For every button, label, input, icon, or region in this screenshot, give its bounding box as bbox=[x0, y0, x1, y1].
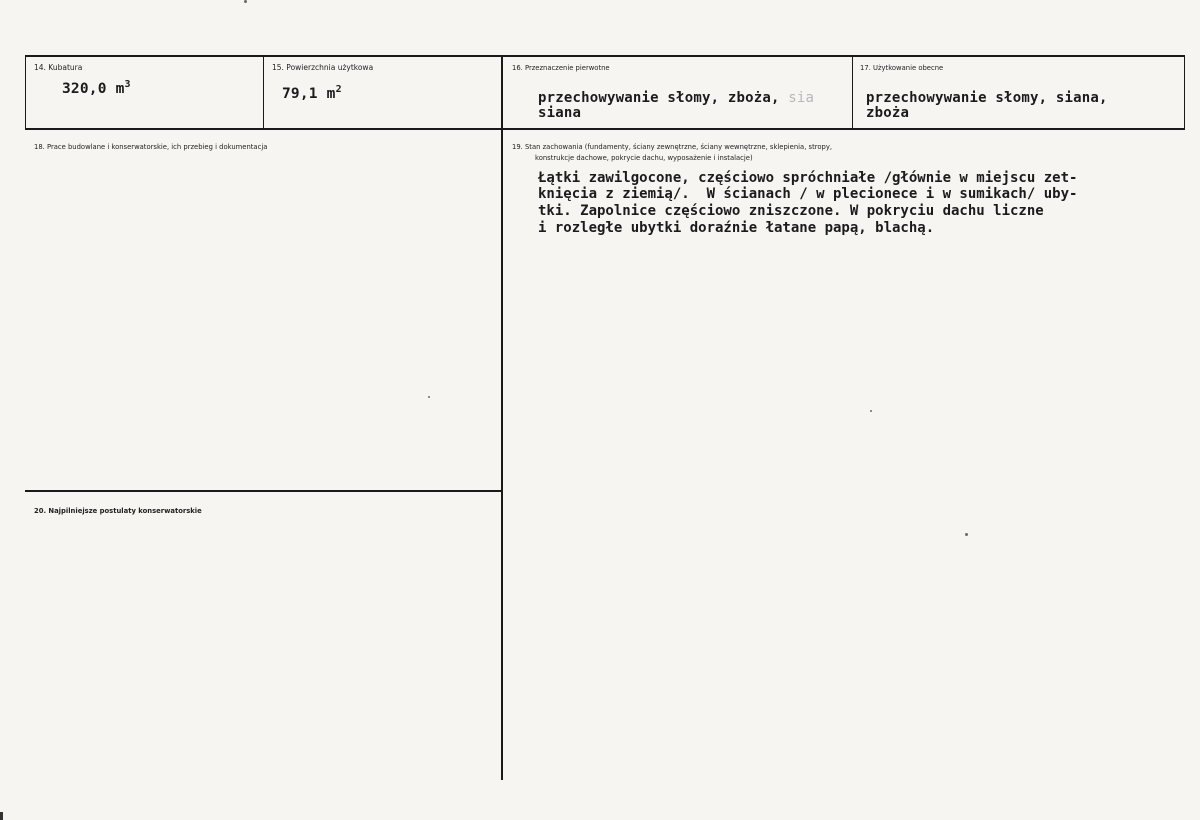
field-17-line-1: przechowywanie słomy, siana, bbox=[866, 90, 1108, 106]
field-14-value bbox=[62, 81, 131, 97]
right-border bbox=[1184, 55, 1185, 130]
field-19-line-1: Łątki zawilgocone, częściowo spróchniałe /głównie w miejscu zet- bbox=[538, 170, 1078, 186]
top-rule bbox=[25, 55, 1185, 57]
field-16-line-2: siana bbox=[538, 105, 582, 121]
field-19-line-3: tki. Zapolnice częściowo zniszczone. W pokryciu dachu liczne bbox=[538, 203, 1044, 219]
scan-speck bbox=[870, 410, 872, 412]
scan-speck bbox=[428, 396, 430, 398]
divider-14-15 bbox=[263, 55, 264, 130]
field-14-unit-exponent: 3 bbox=[124, 79, 131, 91]
field-16-faint-text: sia bbox=[779, 90, 815, 106]
field-14-number: 320,0 m bbox=[62, 81, 125, 97]
field-18-label: 18. Prace budowlane i konserwatorskie, ich przebieg i dokumentacja bbox=[34, 143, 268, 151]
field-19-line-4: i rozległe ubytki doraźnie łatane papą, blachą. bbox=[538, 220, 935, 236]
field-15-unit-exponent: 2 bbox=[335, 84, 342, 96]
field-19-label-line-1: 19. Stan zachowania (fundamenty, ściany zewnętrzne, ściany wewnętrzne, sklepienia, stropy, bbox=[512, 143, 833, 151]
field-16-label: 16. Przeznaczenie pierwotne bbox=[512, 64, 610, 72]
field-17-line-2: zboża bbox=[866, 105, 910, 121]
scan-edge-mark bbox=[0, 812, 3, 820]
field-19-label-line-2: konstrukcje dachowe, pokrycie dachu, wyposażenie i instalacje) bbox=[535, 154, 753, 162]
field20-top-rule bbox=[25, 490, 501, 492]
row1-bottom-rule bbox=[25, 128, 1185, 130]
field-15-number: 79,1 m bbox=[282, 86, 336, 102]
divider-16-17 bbox=[852, 55, 853, 130]
scan-speck bbox=[244, 0, 247, 3]
field-20-label: 20. Najpilniejsze postulaty konserwatorskie bbox=[34, 507, 202, 515]
field-19-line-2: knięcia z ziemią/. W ścianach / w plecionece i w sumikach/ uby- bbox=[538, 186, 1078, 202]
field-15-label: 15. Powierzchnia użytkowa bbox=[272, 63, 374, 72]
field-14-label: 14. Kubatura bbox=[34, 63, 83, 72]
main-divider bbox=[501, 55, 503, 780]
field-16-line-1-text: przechowywanie słomy, zboża, bbox=[538, 90, 780, 106]
field-17-label: 17. Użytkowanie obecne bbox=[860, 64, 944, 72]
field-15-value bbox=[282, 86, 342, 102]
left-border bbox=[25, 55, 26, 130]
field-16-line-1 bbox=[538, 90, 814, 106]
scan-speck bbox=[965, 533, 968, 536]
